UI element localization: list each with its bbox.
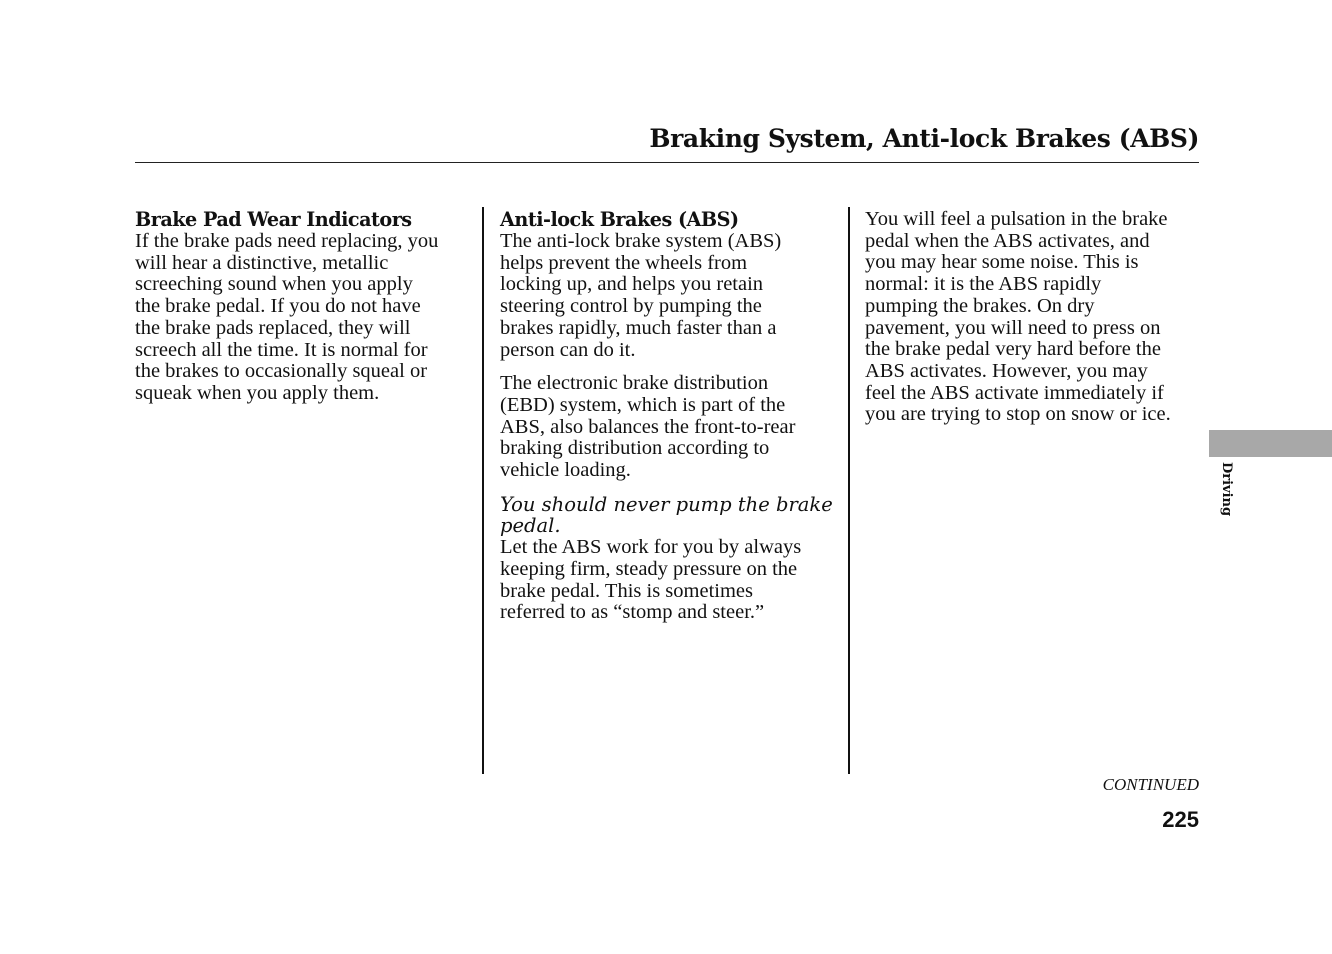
- paragraph-stomp-and-steer: Let the ABS work for you by always keeping firm, steady pressure on the brake pedal. This is sometimes referred to as “stomp and steer.”: [500, 536, 802, 624]
- column-divider: [848, 207, 850, 774]
- paragraph-brake-pad-wear: If the brake pads need replacing, you will hear a distinctive, metallic screeching sound when you apply the brake pedal. If you do not have the brake pads replaced, they will screech all the time. It is normal for the brakes to occasionally squeal or squeak when you apply them.: [135, 230, 439, 404]
- italic-warning: You should never pump the brake pedal.: [500, 492, 833, 538]
- paragraph-abs-pulsation: You will feel a pulsation in the brake pedal when the ABS activates, and you may hear some noise. This is normal: it is the ABS rapidly pumping the brakes. On dry pavement, you will need to press on the brake pedal very hard before the ABS activates. However, you may feel the ABS activate immediately if you are trying to stop on snow or ice.: [865, 208, 1171, 426]
- section-heading-brake-pad-wear: Brake Pad Wear Indicators: [135, 208, 412, 231]
- page-number: 225: [1162, 807, 1199, 832]
- section-heading-abs: Anti-lock Brakes (ABS): [500, 208, 739, 231]
- section-tab-marker: [1209, 430, 1332, 457]
- paragraph-ebd: The electronic brake distribution (EBD) system, which is part of the ABS, also balances the front-to-rear braking distribution according to vehicle loading.: [500, 372, 796, 482]
- column-abs-pulsation: [865, 209, 1203, 426]
- title-divider: [135, 162, 1199, 163]
- column-anti-lock-brakes: [500, 209, 838, 624]
- page-title: Braking System, Anti-lock Brakes (ABS): [649, 124, 1199, 153]
- column-divider: [482, 207, 484, 774]
- paragraph-abs-intro: The anti-lock brake system (ABS) helps prevent the wheels from locking up, and helps you retain steering control by pumping the brakes rapidly, much faster than a person can do it.: [500, 230, 782, 361]
- section-tab-label: Driving: [1219, 462, 1234, 517]
- column-brake-pad-wear: [135, 209, 473, 405]
- continued-label: CONTINUED: [1102, 775, 1199, 794]
- paragraph-pump-warning: [500, 494, 838, 624]
